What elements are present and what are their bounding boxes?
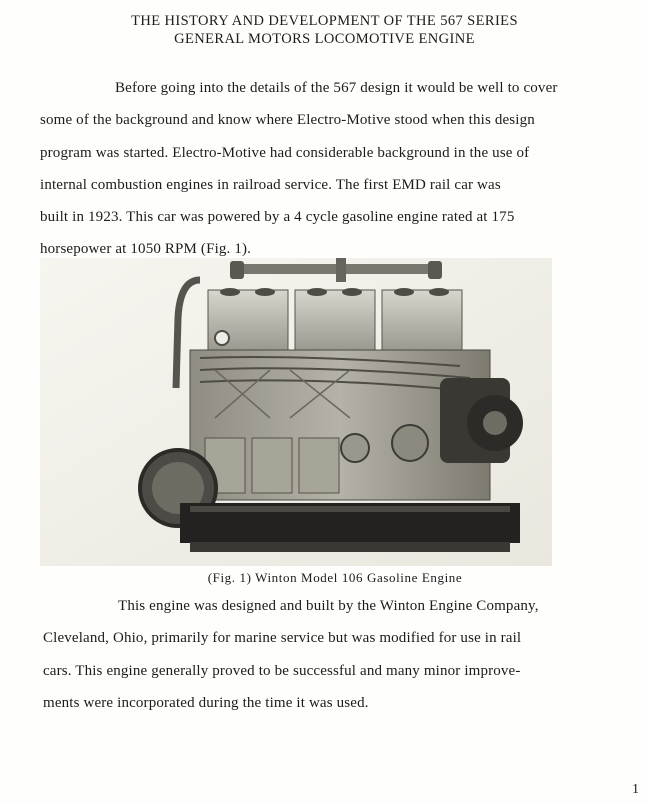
paragraph-2-line: cars. This engine generally proved to be successful and many minor improve- [43,663,521,679]
engine-photo [40,258,552,566]
paragraph-2-line: This engine was designed and built by the Winton Engine Company, [118,598,539,614]
paragraph-1-line: program was started. Electro-Motive had considerable background in the use of [40,145,530,161]
engine-illustration [40,258,552,566]
paragraph-1-line: built in 1923. This car was powered by a 4 cycle gasoline engine rated at 175 [40,209,515,225]
page-number: 1 [632,782,639,797]
paragraph-1-line: internal combustion engines in railroad service. The first EMD rail car was [40,177,501,193]
document-title-line-2: GENERAL MOTORS LOCOMOTIVE ENGINE [174,31,475,47]
figure-caption: (Fig. 1) Winton Model 106 Gasoline Engine [207,570,463,585]
document-title-line-1: THE HISTORY AND DEVELOPMENT OF THE 567 SERIES [131,13,518,29]
paragraph-1-line: Before going into the details of the 567 design it would be well to cover [115,80,558,96]
paragraph-1-line: some of the background and know where Electro-Motive stood when this design [40,112,535,128]
paragraph-1-line: horsepower at 1050 RPM (Fig. 1). [40,241,252,257]
paragraph-2-line: Cleveland, Ohio, primarily for marine service but was modified for use in rail [43,630,522,646]
paragraph-2-line: ments were incorporated during the time it was used. [43,695,369,711]
